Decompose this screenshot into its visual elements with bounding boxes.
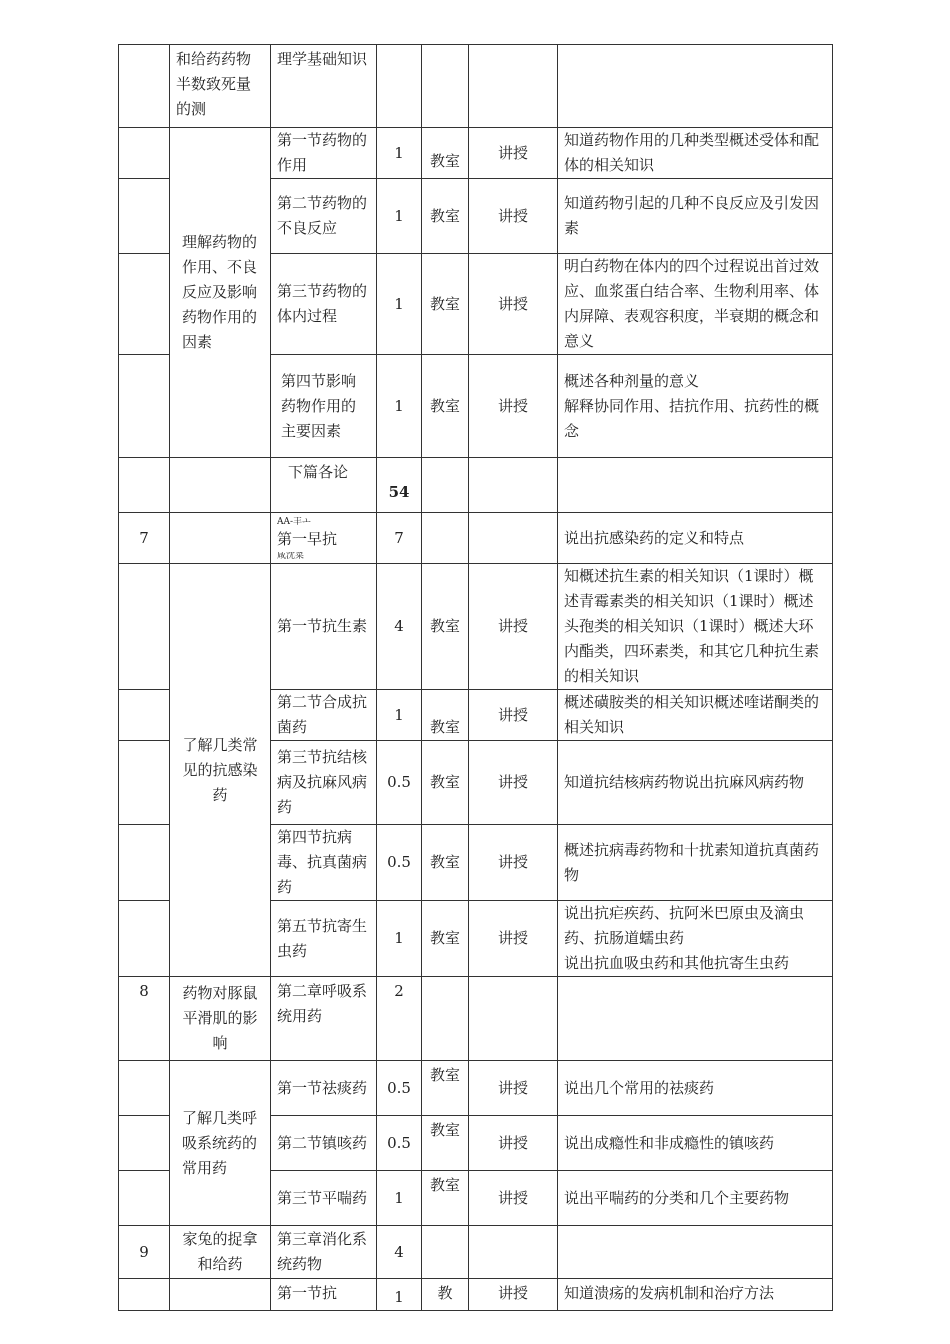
- hours-cell: 0.5: [377, 825, 422, 901]
- experiment-topic: [170, 1279, 271, 1311]
- method-cell: 讲授: [469, 254, 558, 355]
- table-row: [119, 513, 833, 564]
- respiratory-goal-merged: 了解几类呼吸系统药的常用药: [170, 1061, 271, 1226]
- chapter-goal-merged: 理解药物的作用、不良反应及影响药物作用的因素: [170, 128, 271, 458]
- hours-cell: 2: [377, 977, 422, 1061]
- hours-cell: [377, 45, 422, 128]
- method-cell: 讲授: [469, 1061, 558, 1116]
- table-row: [119, 45, 833, 128]
- lesson-number: 7: [119, 513, 170, 564]
- goal-line: 说出抗疟疾药、抗阿米巴原虫及滴虫药、抗肠道蠕虫药: [564, 904, 805, 947]
- place-cell: 教室: [422, 128, 469, 179]
- goal-cell: [558, 977, 833, 1061]
- goal-cell: 说出平喘药的分类和几个主要药物: [558, 1171, 833, 1226]
- section-title: 第二节合成抗菌药: [271, 690, 377, 741]
- place-cell: 教室: [422, 355, 469, 458]
- method-cell: 讲授: [469, 1171, 558, 1226]
- section-title: 第一节药物的作用: [271, 128, 377, 179]
- place-cell: 教: [422, 1279, 469, 1311]
- method-cell: 讲授: [469, 901, 558, 977]
- place-cell: 教室: [422, 1061, 469, 1116]
- method-cell: 讲授: [469, 741, 558, 825]
- hours-cell: 1: [377, 901, 422, 977]
- section-title: 第三节平喘药: [271, 1171, 377, 1226]
- place-cell: [422, 513, 469, 564]
- table-row: [119, 564, 833, 690]
- method-cell: 讲授: [469, 355, 558, 458]
- method-cell: 讲授: [469, 690, 558, 741]
- method-cell: 讲授: [469, 1116, 558, 1171]
- hours-cell: 1: [377, 128, 422, 179]
- method-cell: [469, 977, 558, 1061]
- place-cell: 教室: [422, 1116, 469, 1171]
- lesson-number: [119, 901, 170, 977]
- hours-cell: 0.5: [377, 1116, 422, 1171]
- experiment-topic: [170, 458, 271, 513]
- place-cell: 教室: [422, 564, 469, 690]
- table-row: [119, 128, 833, 179]
- method-cell: [469, 1226, 558, 1279]
- goal-cell: 知道药物作用的几种类型概述受体和配体的相关知识: [558, 128, 833, 179]
- goal-cell: 说出几个常用的祛痰药: [558, 1061, 833, 1116]
- syllabus-table: [118, 44, 833, 1311]
- method-cell: 讲授: [469, 1279, 558, 1311]
- table-row: [119, 1061, 833, 1116]
- lesson-number: [119, 690, 170, 741]
- place-cell: 教室: [422, 901, 469, 977]
- goal-cell: 说出抗感染药的定义和特点: [558, 513, 833, 564]
- hours-cell: 0.5: [377, 741, 422, 825]
- section-title: 理学基础知识: [271, 45, 377, 128]
- goal-line: 说出抗血吸虫药和其他抗寄生虫药: [564, 954, 790, 972]
- place-cell: 教室: [422, 741, 469, 825]
- place-cell: 教室: [422, 254, 469, 355]
- lesson-number: [119, 1061, 170, 1116]
- place-cell: 教室: [422, 1171, 469, 1226]
- lesson-number: 8: [119, 977, 170, 1061]
- lesson-number: [119, 355, 170, 458]
- goal-cell: [558, 1226, 833, 1279]
- lesson-number: [119, 179, 170, 254]
- method-cell: 讲授: [469, 128, 558, 179]
- goal-cell: 知道药物引起的几种不良反应及引发因素: [558, 179, 833, 254]
- hours-cell: 1: [377, 1171, 422, 1226]
- chapter-title: 第三章消化系统药物: [271, 1226, 377, 1279]
- goal-cell: [558, 355, 833, 458]
- anti-infection-goal-merged: 了解几类常见的抗感染药: [170, 564, 271, 977]
- lesson-number: [119, 825, 170, 901]
- place-cell: 教室: [422, 179, 469, 254]
- lesson-number: [119, 128, 170, 179]
- hours-cell: 4: [377, 1226, 422, 1279]
- lesson-number: [119, 458, 170, 513]
- goal-cell: [558, 45, 833, 128]
- chapter-title: 第二章呼吸系统用药: [271, 977, 377, 1061]
- lesson-number: [119, 45, 170, 128]
- chapter-title: [271, 513, 377, 564]
- hours-cell: 7: [377, 513, 422, 564]
- hours-total: 54: [377, 458, 422, 513]
- method-cell: [469, 458, 558, 513]
- section-title: 第二节镇咳药: [271, 1116, 377, 1171]
- section-title: 第五节抗寄生虫药: [271, 901, 377, 977]
- lesson-number: [119, 1116, 170, 1171]
- place-cell: [422, 977, 469, 1061]
- lesson-number: [119, 254, 170, 355]
- section-title: 第四节抗病毒、抗真菌病药: [271, 825, 377, 901]
- place-cell: [422, 458, 469, 513]
- table-row: [119, 977, 833, 1061]
- method-cell: [469, 45, 558, 128]
- goal-line: 概述各种剂量的意义: [564, 371, 700, 390]
- part-title: 下篇各论: [271, 458, 377, 513]
- section-title: 第三节药物的体内过程: [271, 254, 377, 355]
- method-cell: 讲授: [469, 179, 558, 254]
- lesson-number: 9: [119, 1226, 170, 1279]
- experiment-topic: 家兔的捉拿和给药: [170, 1226, 271, 1279]
- table-row: [119, 458, 833, 513]
- place-cell: [422, 1226, 469, 1279]
- place-cell: 教室: [422, 825, 469, 901]
- goal-cell: 说出成瘾性和非成瘾性的镇咳药: [558, 1116, 833, 1171]
- place-cell: [422, 45, 469, 128]
- section-title: 第四节影响药物作用的主要因素: [271, 355, 377, 458]
- lesson-number: [119, 741, 170, 825]
- experiment-topic: 和给药药物半数致死量的测: [170, 45, 271, 128]
- garbled-text: 咸沈菜: [277, 551, 305, 560]
- hours-cell: 0.5: [377, 1061, 422, 1116]
- hours-cell: 1: [377, 690, 422, 741]
- section-title: 第一节抗生素: [271, 564, 377, 690]
- lesson-number: [119, 564, 170, 690]
- experiment-topic: [170, 513, 271, 564]
- section-title: 第一节祛痰药: [271, 1061, 377, 1116]
- table-row: [119, 1226, 833, 1279]
- hours-cell: 1: [377, 254, 422, 355]
- hours-cell: 1: [377, 179, 422, 254]
- goal-cell: 知道溃疡的发病机制和治疗方法: [558, 1279, 833, 1311]
- garbled-text: AA-丰ㅗ: [277, 516, 311, 527]
- lesson-number: [119, 1171, 170, 1226]
- chapter-title-text: 第一早抗: [277, 529, 338, 548]
- goal-line: 解释协同作用、拮抗作用、抗药性的概念: [564, 396, 820, 440]
- goal-cell: [558, 458, 833, 513]
- table-row: [119, 1279, 833, 1311]
- section-title: 第一节抗: [271, 1279, 377, 1311]
- goal-cell: 知概述抗生素的相关知识（1课时）概述青霉素类的相关知识（1课时）概述头孢类的相关知识（1课时）概述大环内酯类，四环素类，和其它几种抗生素的相关知识: [558, 564, 833, 690]
- hours-cell: 1: [377, 1279, 422, 1311]
- method-cell: 讲授: [469, 564, 558, 690]
- method-cell: [469, 513, 558, 564]
- goal-cell: 知道抗结核病药物说出抗麻风病药物: [558, 741, 833, 825]
- experiment-topic: 药物对豚鼠平滑肌的影响: [170, 977, 271, 1061]
- hours-cell: 4: [377, 564, 422, 690]
- goal-cell: 明白药物在体内的四个过程说出首过效应、血浆蛋白结合率、生物利用率、体内屏障、表观容积度，半衰期的概念和意义: [558, 254, 833, 355]
- goal-cell: 概述磺胺类的相关知识概述喹诺酮类的相关知识: [558, 690, 833, 741]
- method-cell: 讲授: [469, 825, 558, 901]
- goal-cell: 概述抗病毒药物和十扰素知道抗真菌药物: [558, 825, 833, 901]
- lesson-number: [119, 1279, 170, 1311]
- hours-cell: 1: [377, 355, 422, 458]
- section-title: 第二节药物的不良反应: [271, 179, 377, 254]
- goal-cell: [558, 901, 833, 977]
- place-cell: 教室: [422, 690, 469, 741]
- section-title: 第三节抗结核病及抗麻风病药: [271, 741, 377, 825]
